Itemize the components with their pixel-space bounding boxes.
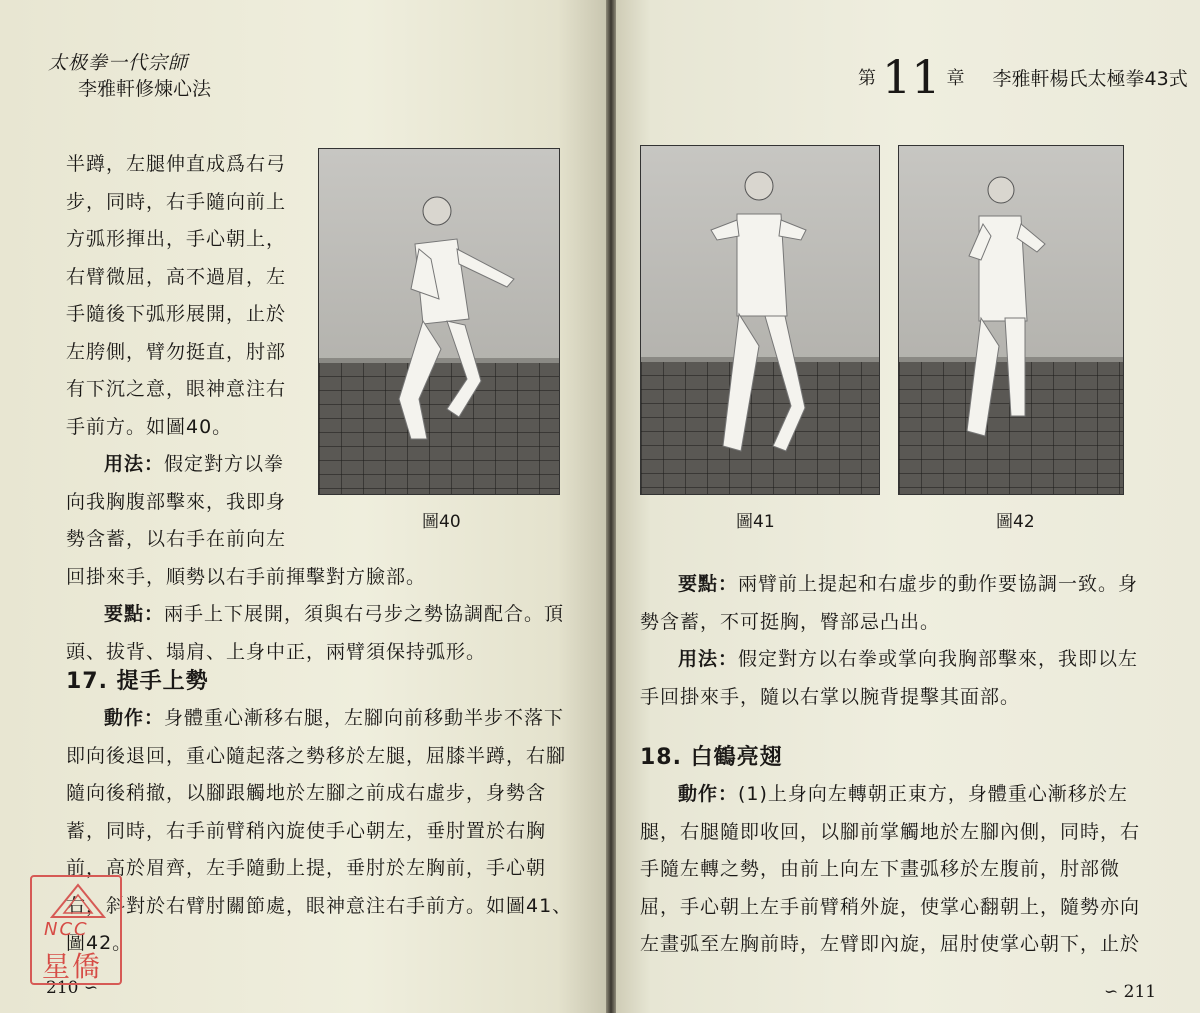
section-17-title: 17. 提手上勢 [66,669,209,694]
action-label: 動作： [678,783,739,805]
text-line: 兩臂前上提起和右虛步的動作要協調一致。身 [738,573,1139,595]
triangle-logo-icon [50,883,106,919]
text-line: 回掛來手，順勢以右手前揮擊對方臉部。 [66,565,427,588]
text-line: 身體重心漸移右腿，左腳向前移動半步不落下 [164,707,565,729]
taichi-figure-icon [899,146,1123,494]
text-line: 隨向後稍撤，以腳跟觸地於左腳之前成右虛步，身勢含 [66,782,547,804]
text-line: 右臂微屈，高不過眉，左 [66,265,287,288]
text-line: 兩手上下展開，須與右弓步之勢協調配合。頂 [164,603,565,625]
figure-42-photo [898,145,1124,495]
text-line: 手前方。如圖40。 [66,415,233,438]
text-line: 屈，手心朝上左手前臂稍外旋，使掌心翻朝上，隨勢亦向 [640,895,1141,918]
figure-42-caption: 圖42 [996,512,1035,532]
text-line: 右，斜對於右臂肘關節處，眼神意注右手前方。如圖41、 [66,894,573,917]
usage-label: 用法： [678,648,739,670]
chapter-title: 李雅軒楊氏太極拳43式 [992,68,1188,90]
action-paragraph [66,700,572,738]
section-18-title: 18. 白鶴亮翅 [640,745,783,770]
keypoint-label: 要點： [104,603,165,625]
stamp-text-zh: 星僑 [42,950,103,983]
series-header: 太极拳一代宗師 [48,52,189,74]
ncc-watermark-stamp [30,875,122,985]
action-label: 動作： [104,707,165,729]
chapter-header [858,40,1188,104]
taichi-figure-icon [641,146,879,494]
page-number-left: 210 ∽ [46,978,99,998]
text-line: 蓄，同時，右手前臂稍內旋使手心朝左，垂肘置於右胸 [66,819,547,842]
action-paragraph [640,776,1140,814]
book-title-header: 李雅軒修煉心法 [78,78,212,100]
text-line: 有下沉之意，眼神意注右 [66,378,287,400]
text-line: 假定對方以右拳或掌向我胸部擊來，我即以左 [738,648,1139,670]
text-line: 向我胸腹部擊來，我即身 [66,490,287,513]
right-action-text [640,776,1140,964]
text-line: 假定對方以拳 [164,453,285,475]
text-line: 腿，右腿隨即收回，以腳前掌觸地於左腳內側，同時，右 [640,820,1141,843]
taichi-figure-icon [319,149,559,494]
text-line: 方弧形揮出，手心朝上， [66,228,287,250]
figure-41-caption: 圖41 [736,512,775,532]
usage-paragraph [640,641,1138,679]
text-line: 步，同時，右手隨向前上 [66,190,287,213]
chapter-number: 11 [882,50,941,104]
text-line: 半蹲，左腿伸直成爲右弓 [66,153,287,175]
page-number-right: ∽ 211 [1104,982,1157,1002]
text-line: 手隨左轉之勢，由前上向左下畫弧移於左腹前，肘部微 [640,858,1121,880]
usage-label: 用法： [104,453,165,475]
keypoint-label: 要點： [678,573,739,595]
book-gutter [606,0,616,1013]
figure-41-photo [640,145,880,495]
text-line: 左胯側，臂勿挺直，肘部 [66,340,287,363]
text-line: 前，高於眉齊，左手隨動上提，垂肘於左胸前，手心朝 [66,857,547,879]
text-line: 頭、拔背、塌肩、上身中正，兩臂須保持弧形。 [66,640,487,663]
figure-40-photo [318,148,560,495]
text-line: 勢含蓄，以右手在前向左 [66,528,287,550]
text-line: 手隨後下弧形展開，止於 [66,303,287,325]
keypoint-paragraph [66,596,564,634]
stamp-text-en: NCC [44,919,89,940]
text-line: 手回掛來手，隨以右掌以腕背提擊其面部。 [640,685,1021,708]
right-keypoint-usage [640,566,1138,716]
figure-40-caption: 圖40 [422,512,461,532]
chapter-suffix: 章 [946,68,965,89]
action-text [66,700,572,963]
text-line: 勢含蓄，不可挺胸，臀部忌凸出。 [640,610,941,633]
text-line: 左畫弧至左胸前時，左臂即內旋，屈肘使掌心朝下，止於 [640,933,1141,955]
chapter-prefix: 第 [858,68,876,89]
text-line: 圖42。 [66,932,133,954]
text-line: 即向後退回，重心隨起落之勢移於左腿，屈膝半蹲，右腳 [66,744,567,767]
text-line: (1)上身向左轉朝正東方，身體重心漸移於左 [738,783,1128,805]
keypoint-paragraph [640,566,1138,604]
